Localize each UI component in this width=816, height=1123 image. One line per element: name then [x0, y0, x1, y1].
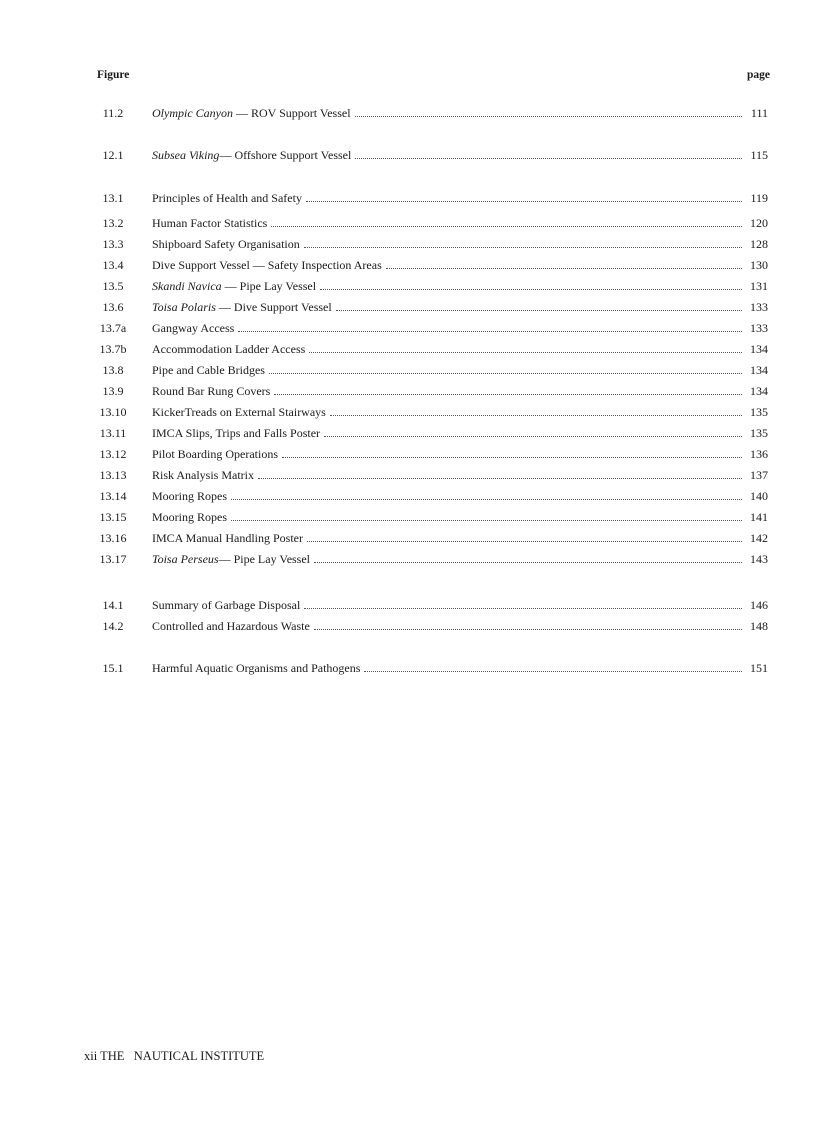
- page-number: 140: [750, 489, 768, 503]
- figure-title-text: Principles of Health and Safety: [152, 191, 302, 205]
- figure-number: 13.7a: [99, 321, 127, 335]
- figure-title: [134, 598, 304, 613]
- dot-leader: [238, 319, 742, 332]
- toc-entry: [92, 659, 768, 675]
- dot-leader: [309, 340, 742, 353]
- figure-column-heading: Figure: [97, 69, 130, 81]
- figure-title: [134, 106, 355, 121]
- dot-leader: [231, 487, 742, 500]
- figure-title-text: Harmful Aquatic Organisms and Pathogens: [152, 661, 361, 675]
- figure-title: [134, 489, 231, 504]
- figure-title-text: IMCA Slips, Trips and Falls Poster: [152, 426, 321, 440]
- dot-leader: [314, 550, 742, 563]
- page-column-heading: page: [747, 69, 770, 81]
- toc-entry: [92, 319, 768, 335]
- dot-leader: [364, 659, 742, 672]
- figure-number: 13.16: [99, 531, 127, 545]
- dot-leader: [282, 445, 742, 458]
- vessel-name: Skandi Navica: [152, 279, 222, 293]
- figure-number: 13.8: [102, 363, 124, 377]
- figure-title-text: — Dive Support Vessel: [215, 300, 332, 314]
- page-footer: xii THE NAUTICAL INSTITUTE: [84, 1049, 265, 1063]
- figure-number: 13.5: [102, 279, 124, 293]
- figure-number: 15.1: [102, 661, 124, 675]
- toc-entry: [92, 424, 768, 440]
- figure-title-text: — ROV Support Vessel: [232, 106, 351, 120]
- figure-title: [134, 321, 238, 336]
- page-number: 134: [750, 363, 768, 377]
- figure-title-text: Mooring Ropes: [152, 489, 227, 503]
- dot-leader: [330, 403, 742, 416]
- page-number: 131: [750, 279, 768, 293]
- figure-title-text: Human Factor Statistics: [152, 216, 268, 230]
- figure-title: [134, 300, 336, 315]
- page-number: 133: [750, 300, 768, 314]
- vessel-name: Olympic Canyon: [152, 106, 233, 120]
- page-number: 128: [750, 237, 768, 251]
- figure-number: 13.3: [102, 237, 124, 251]
- vessel-name: Toisa Polaris: [152, 300, 216, 314]
- figure-number: 13.13: [99, 468, 127, 482]
- page-number: 134: [750, 384, 768, 398]
- figure-title-text: Round Bar Rung Covers: [152, 384, 271, 398]
- figure-title: [134, 468, 258, 483]
- figure-title-text: — Offshore Support Vessel: [219, 148, 352, 162]
- toc-entry: [92, 508, 768, 524]
- dot-leader: [336, 298, 742, 311]
- figure-title: [134, 619, 314, 634]
- page-number: 115: [750, 148, 768, 162]
- figure-number: 13.6: [102, 300, 124, 314]
- dot-leader: [355, 146, 742, 159]
- dot-leader: [324, 424, 742, 437]
- page-number: 136: [750, 447, 768, 461]
- figure-title-text: Mooring Ropes: [152, 510, 227, 524]
- figure-title-text: Pipe and Cable Bridges: [152, 363, 265, 377]
- figure-title: [134, 426, 324, 441]
- figure-number: 11.2: [102, 106, 124, 120]
- toc-entry: [92, 445, 768, 461]
- page-number: 143: [750, 552, 768, 566]
- figure-number: 13.1: [102, 191, 124, 205]
- figure-title: [134, 363, 269, 378]
- dot-leader: [231, 508, 742, 521]
- toc-entry: [92, 340, 768, 356]
- vessel-name: Toisa Perseus: [152, 552, 219, 566]
- figure-title-text: Controlled and Hazardous Waste: [152, 619, 310, 633]
- toc-entry: [92, 550, 768, 566]
- page-number: 130: [750, 258, 768, 272]
- figure-number: 13.17: [99, 552, 127, 566]
- figure-title-text: Shipboard Safety Organisation: [152, 237, 300, 251]
- figure-title-text: Dive Support Vessel — Safety Inspection Areas: [152, 258, 382, 272]
- toc-entry: [92, 382, 768, 398]
- page-number: 119: [750, 191, 768, 205]
- figure-title: [134, 384, 274, 399]
- toc-entry: [92, 214, 768, 230]
- toc-entry: [92, 256, 768, 272]
- vessel-name: Subsea Viking: [152, 148, 220, 162]
- figure-title: [134, 216, 271, 231]
- figure-number: 13.12: [99, 447, 127, 461]
- figure-title: [134, 447, 282, 462]
- toc-entry: [92, 235, 768, 251]
- figure-title: [134, 342, 309, 357]
- dot-leader: [271, 214, 742, 227]
- toc-entry: [92, 298, 768, 314]
- dot-leader: [306, 189, 742, 202]
- toc-entry: [92, 466, 768, 482]
- toc-entry: [92, 189, 768, 205]
- page-number: 135: [750, 426, 768, 440]
- figure-number: 13.7b: [99, 342, 127, 356]
- dot-leader: [304, 596, 742, 609]
- page-number: 137: [750, 468, 768, 482]
- figure-title: [134, 191, 306, 206]
- figure-number: 14.2: [102, 619, 124, 633]
- figure-title: [134, 510, 231, 525]
- page-number: 142: [750, 531, 768, 545]
- dot-leader: [355, 104, 742, 117]
- page-number: 146: [750, 598, 768, 612]
- dot-leader: [274, 382, 742, 395]
- figure-number: 13.2: [102, 216, 124, 230]
- dot-leader: [307, 529, 742, 542]
- toc-entry: [92, 403, 768, 419]
- figure-title: [134, 405, 330, 420]
- toc-entry: [92, 487, 768, 503]
- toc-entry: [92, 361, 768, 377]
- toc-entry: [92, 277, 768, 293]
- figure-title: [134, 661, 364, 676]
- page-number: 111: [750, 106, 768, 120]
- figure-number: 13.4: [102, 258, 124, 272]
- dot-leader: [258, 466, 742, 479]
- figure-title: [134, 552, 314, 567]
- figure-number: 13.11: [99, 426, 127, 440]
- figure-title: [134, 237, 304, 252]
- figure-title: [134, 279, 320, 294]
- toc-entry: [92, 146, 768, 162]
- figure-title-text: — Pipe Lay Vessel: [221, 279, 317, 293]
- figure-title-text: — Pipe Lay Vessel: [218, 552, 311, 566]
- page-number: 151: [750, 661, 768, 675]
- figure-title-text: IMCA Manual Handling Poster: [152, 531, 303, 545]
- figure-title-text: KickerTreads on External Stairways: [152, 405, 326, 419]
- figure-title-text: Risk Analysis Matrix: [152, 468, 255, 482]
- figure-title-text: Pilot Boarding Operations: [152, 447, 278, 461]
- page-number: 134: [750, 342, 768, 356]
- page-number: 135: [750, 405, 768, 419]
- figure-title-text: Summary of Garbage Disposal: [152, 598, 301, 612]
- figure-number: 12.1: [102, 148, 124, 162]
- dot-leader: [386, 256, 742, 269]
- figure-title: [134, 531, 307, 546]
- dot-leader: [320, 277, 742, 290]
- figure-title-text: Accommodation Ladder Access: [152, 342, 306, 356]
- toc-entry: [92, 596, 768, 612]
- figure-title: [134, 258, 386, 273]
- figure-number: 13.14: [99, 489, 127, 503]
- dot-leader: [314, 617, 742, 630]
- page-number: 148: [750, 619, 768, 633]
- page-number: 133: [750, 321, 768, 335]
- figure-title: [134, 148, 355, 163]
- figure-number: 13.10: [99, 405, 127, 419]
- figure-number: 13.15: [99, 510, 127, 524]
- page-number: 141: [750, 510, 768, 524]
- figure-number: 14.1: [102, 598, 124, 612]
- figure-number: 13.9: [102, 384, 124, 398]
- toc-entry: [92, 104, 768, 120]
- figure-title-text: Gangway Access: [152, 321, 235, 335]
- toc-entry: [92, 617, 768, 633]
- dot-leader: [269, 361, 742, 374]
- dot-leader: [304, 235, 742, 248]
- toc-entry: [92, 529, 768, 545]
- page-number: 120: [750, 216, 768, 230]
